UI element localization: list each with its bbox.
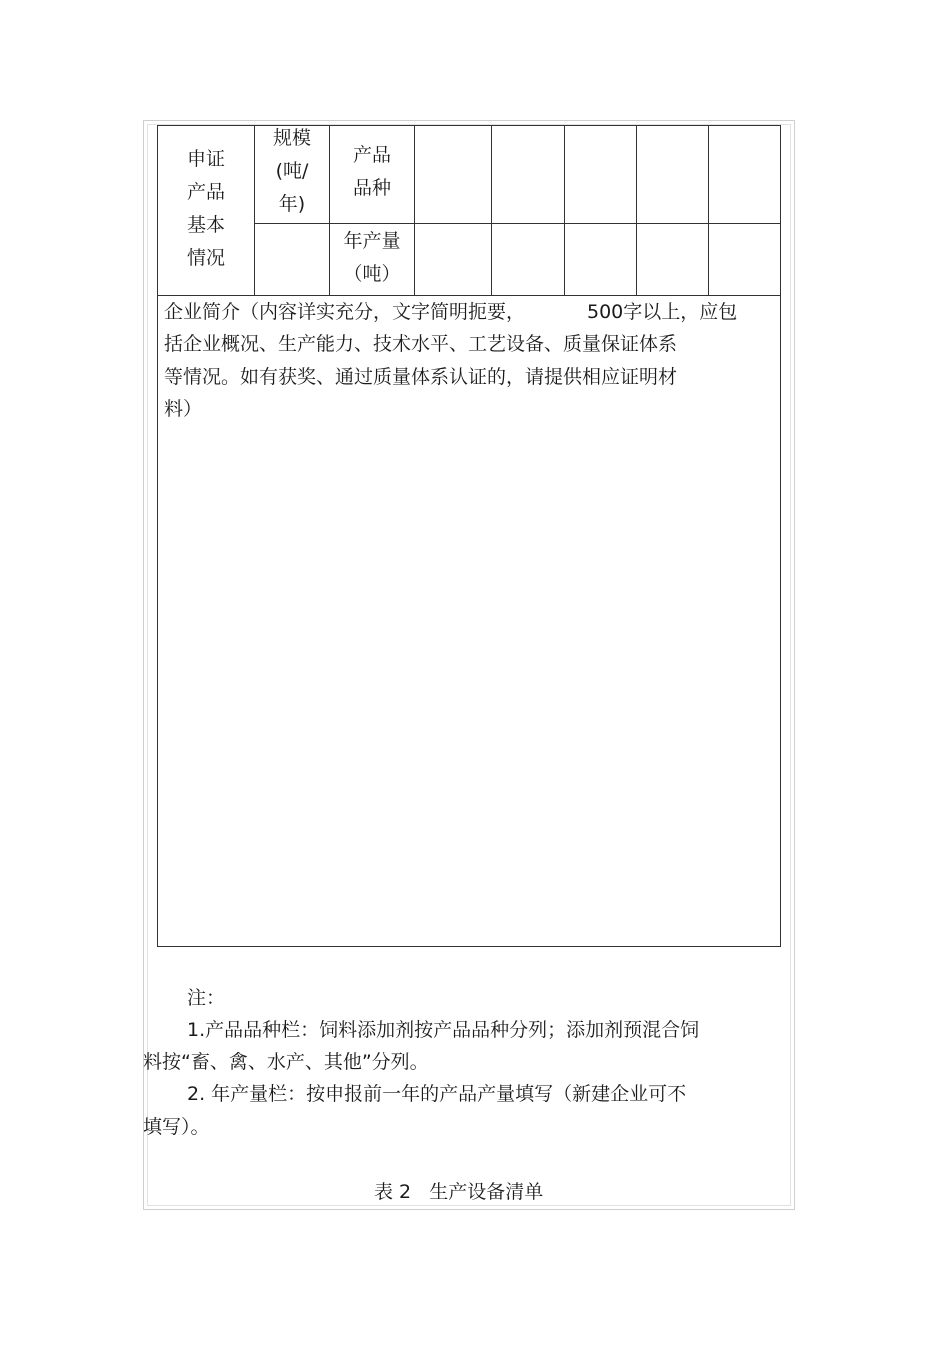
variety-cell[interactable] [637,126,708,223]
note-2-line-2: 填写）。 [143,1116,210,1138]
intro-line-1a: 企业简介（内容详实充分，文字简明扼要， [164,301,526,323]
table-bottom-border [157,946,781,947]
company-intro-area[interactable] [158,430,780,945]
annual-output-label: 年产量 （吨） [343,230,401,285]
scale-header: 规模 (吨/ 年) [272,127,311,215]
notes-heading: 注： [187,987,226,1009]
intro-line-3: 等情况。如有获奖、通过质量体系认证的，请提供相应证明材 [164,366,678,388]
output-cell[interactable] [415,224,491,295]
note-1-line-2: 料按“畜、禽、水产、其他”分列。 [143,1051,429,1073]
output-cell[interactable] [565,224,636,295]
variety-cell[interactable] [565,126,636,223]
variety-cell[interactable] [709,126,780,223]
output-cell[interactable] [637,224,708,295]
scale-value-cell[interactable] [255,224,329,295]
intro-line-1b: 500字以上，应包 [587,301,738,323]
output-cell[interactable] [492,224,564,295]
table-right-border [780,125,781,947]
intro-line-2: 括企业概况、生产能力、技术水平、工艺设备、质量保证体系 [164,333,678,355]
intro-line-4: 料） [164,398,203,420]
product-info-label: 申证 产品 基本 情况 [186,148,225,269]
product-variety-label: 产品 品种 [352,144,391,199]
output-cell[interactable] [709,224,780,295]
note-2-line-1: 2. 年产量栏：按申报前一年的产品产量填写（新建企业可不 [187,1083,687,1105]
variety-cell[interactable] [415,126,491,223]
next-table-title: 表 2 生产设备清单 [374,1181,544,1203]
note-1-line-1: 1.产品品种栏：饲料添加剂按产品品种分列；添加剂预混合饲 [187,1019,700,1041]
variety-cell[interactable] [492,126,564,223]
